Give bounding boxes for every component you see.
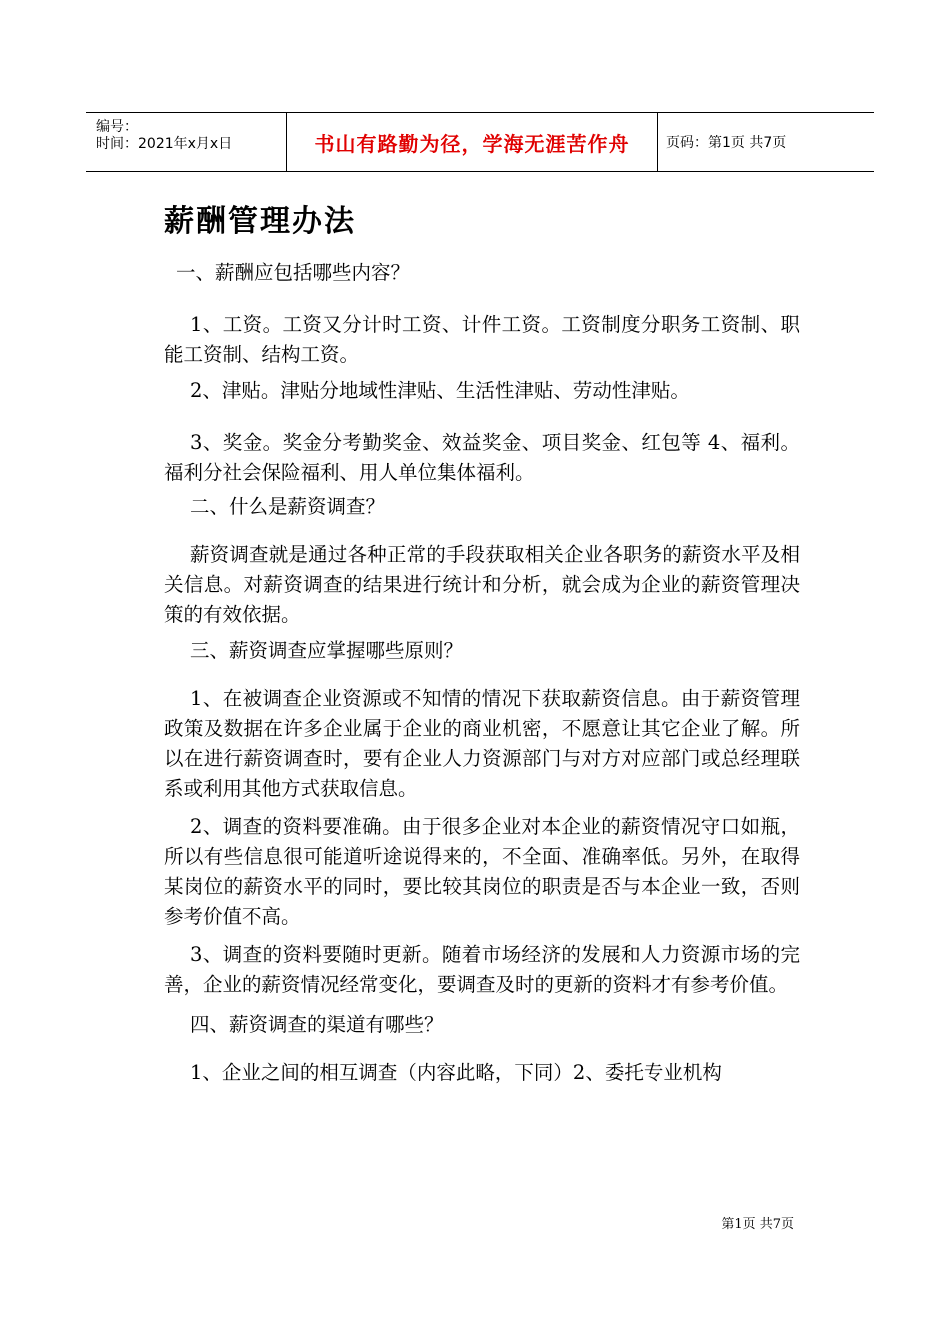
paragraph: 1、在被调查企业资源或不知情的情况下获取薪资信息。由于薪资管理政策及数据在许多企业属于企业的商业机密，不愿意让其它企业了解。所以在进行薪资调查时，要有企业人力资源部门与对方对应部门或总经理联系或利用其他方式获取信息。: [164, 687, 800, 800]
header-meta: [86, 113, 286, 171]
document-number-label: 编号：: [96, 119, 138, 135]
page-footer: 第1页 共7页: [721, 1217, 794, 1232]
document-title: 薪酬管理办法: [164, 204, 356, 239]
paragraph: 2、津贴。津贴分地域性津贴、生活性津贴、劳动性津贴。: [190, 379, 690, 402]
paragraph: 1、企业之间的相互调查（内容此略，下同）2、委托专业机构: [190, 1061, 722, 1084]
document-body: [164, 196, 800, 1088]
section-heading-1: 一、薪酬应包括哪些内容？: [176, 261, 411, 284]
paragraph: 1、工资。工资又分计时工资、计件工资。工资制度分职务工资制、职能工资制、结构工资。: [164, 313, 800, 366]
header-motto: 书山有路勤为径，学海无涯苦作舟: [286, 113, 658, 171]
section-heading-3: 三、薪资调查应掌握哪些原则？: [190, 639, 464, 662]
paragraph: 薪资调查就是通过各种正常的手段获取相关企业各职务的薪资水平及相关信息。对薪资调查的结果进行统计和分析，就会成为企业的薪资管理决策的有效依据。: [164, 543, 800, 626]
paragraph: 3、调查的资料要随时更新。随着市场经济的发展和人力资源市场的完善，企业的薪资情况经常变化，要调查及时的更新的资料才有参考价值。: [164, 943, 800, 996]
paragraph: 3、奖金。奖金分考勤奖金、效益奖金、项目奖金、红包等 4、福利。福利分社会保险福利、用人单位集体福利。: [164, 431, 800, 484]
section-heading-2: 二、什么是薪资调查？: [190, 495, 386, 518]
document-time-label: 时间：2021年x月x日: [96, 136, 233, 152]
section-heading-4: 四、薪资调查的渠道有哪些？: [190, 1013, 444, 1036]
page-header: [86, 112, 874, 172]
header-page-info: 页码：第1页 共7页: [666, 135, 787, 151]
paragraph: 2、调查的资料要准确。由于很多企业对本企业的薪资情况守口如瓶，所以有些信息很可能道听途说得来的，不全面、准确率低。另外，在取得某岗位的薪资水平的同时，要比较其岗位的职责是否与本企业一致，否则参考价值不高。: [164, 815, 800, 928]
